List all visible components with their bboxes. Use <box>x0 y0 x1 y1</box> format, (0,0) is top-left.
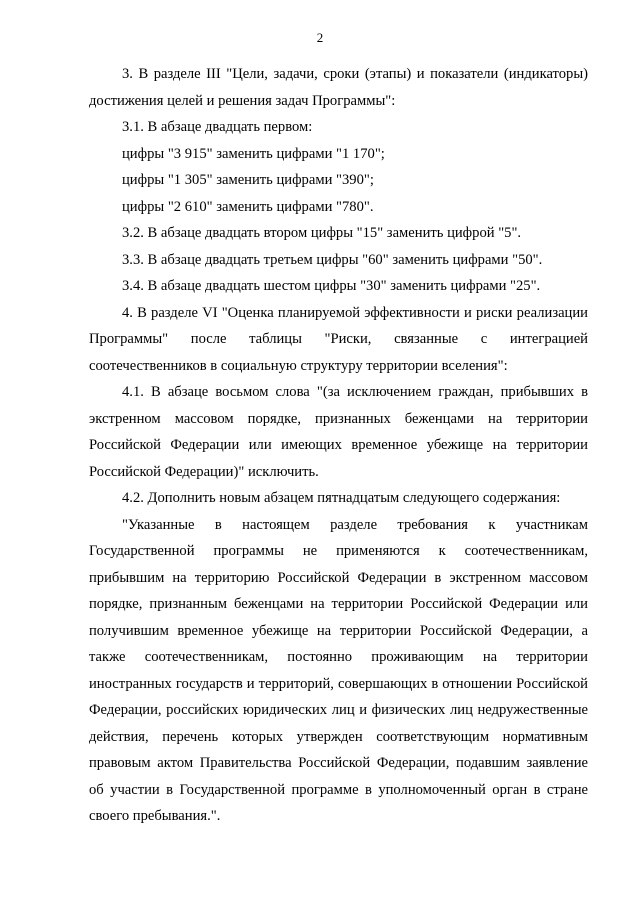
paragraph-4-2: 4.2. Дополнить новым абзацем пятнадцатым следующего содержания: <box>122 490 561 506</box>
paragraph-4-1: 4.1. В абзаце восьмом слова "(за исключением граждан, прибывших в экстренном массовом порядке, признанных беженцами на территории Российской Федерации или имеющих временное убежище на территории Российской Федерации)" исключить. <box>89 384 588 480</box>
paragraph-3-2: 3.2. В абзаце двадцать втором цифры "15" заменить цифрой "5". <box>122 225 522 241</box>
document-body <box>89 61 588 830</box>
paragraph-section-3: 3. В разделе III "Цели, задачи, сроки (этапы) и показатели (индикаторы) достижения целей и решения задач Программы": <box>89 66 588 109</box>
paragraph-3-1-item-3: цифры "2 610" заменить цифрами "780". <box>122 198 374 215</box>
paragraph-3-3: 3.3. В абзаце двадцать третьем цифры "60" заменить цифрами "50". <box>122 251 543 268</box>
page-number: 2 <box>316 30 324 45</box>
paragraph-3-1-item-2: цифры "1 305" заменить цифрами "390"; <box>122 172 374 188</box>
paragraph-3-4: 3.4. В абзаце двадцать шестом цифры "30" заменить цифрами "25". <box>122 278 541 294</box>
paragraph-section-4: 4. В разделе VI "Оценка планируемой эффективности и риски реализации Программы" после таблицы "Риски, связанные с интеграцией соотечественников в социальную структуру территории вселения": <box>89 304 588 374</box>
paragraph-3-1-item-1: цифры "3 915" заменить цифрами "1 170"; <box>122 145 385 162</box>
paragraph-3-1: 3.1. В абзаце двадцать первом: <box>122 119 313 135</box>
paragraph-quote: "Указанные в настоящем разделе требования к участникам Государственной программы не применяются к соотечественникам, прибывшим на территорию Российской Федерации в экстренном массовом порядке, признанным беженцами на территории Российской Федерации или получившим временное убежище на территории Российской Федерации, а также соотечественникам, постоянно проживающим на территории иностранных государств и территорий, совершающих в отношении Российской Федерации, российских юридических лиц и физических лиц недружественные действия, перечень которых утвержден соответствующим нормативным правовым актом Правительства Российской Федерации, подавшим заявление об участии в Государственной программе в уполномоченный орган в стране своего пребывания.". <box>89 516 588 824</box>
